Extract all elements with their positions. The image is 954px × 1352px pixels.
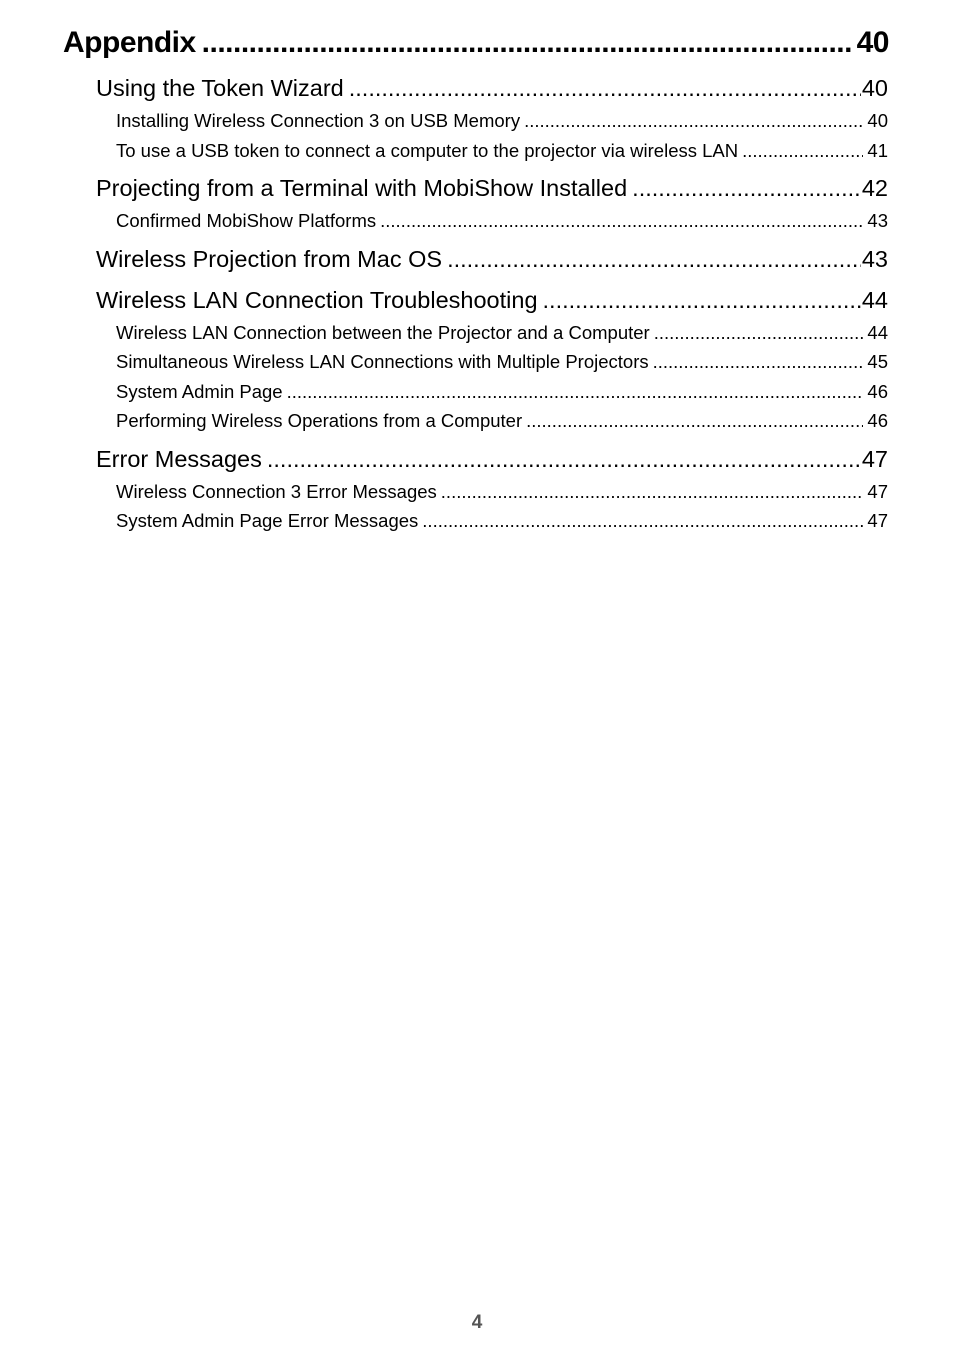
- toc-entry-page: 47: [867, 481, 888, 502]
- toc-subsection-projector-computer[interactable]: [116, 320, 888, 346]
- toc-entry-title: Error Messages: [96, 446, 262, 472]
- toc-entry-title: System Admin Page Error Messages: [116, 510, 419, 531]
- dot-leader: [653, 349, 864, 375]
- toc-entry-page: 46: [867, 381, 888, 402]
- toc-entry-page: 44: [867, 322, 888, 343]
- toc-entry-page: 40: [867, 110, 888, 131]
- dot-leader: [422, 508, 863, 534]
- toc-subsection-wireless-operations[interactable]: [116, 408, 888, 434]
- toc-entry-title: Performing Wireless Operations from a Computer: [116, 410, 523, 431]
- dot-leader: [349, 72, 861, 104]
- toc-subsection-installing-wc3[interactable]: [116, 108, 888, 134]
- dot-leader: [543, 284, 861, 316]
- toc-entry-title: Appendix: [63, 26, 196, 59]
- dot-leader: [441, 479, 864, 505]
- toc-entry-page: 40: [856, 26, 889, 59]
- toc-entry-title: Wireless Connection 3 Error Messages: [116, 481, 437, 502]
- dot-leader: [447, 243, 861, 275]
- toc-section-token-wizard[interactable]: [96, 72, 888, 104]
- toc-subsection-usb-token[interactable]: [116, 138, 888, 164]
- dot-leader: [524, 108, 863, 134]
- toc-entry-page: 43: [861, 246, 888, 272]
- toc-chapter-appendix[interactable]: [63, 23, 889, 63]
- toc-entry-page: 47: [861, 446, 888, 472]
- toc-entry-title: Wireless LAN Connection between the Projector and a Computer: [116, 322, 650, 343]
- dot-leader: [654, 320, 864, 346]
- toc-entry-title: Wireless LAN Connection Troubleshooting: [96, 287, 538, 313]
- toc-entry-page: 40: [861, 75, 888, 101]
- toc-entry-title: Installing Wireless Connection 3 on USB Memory: [116, 110, 521, 131]
- toc-subsection-system-admin-page[interactable]: [116, 379, 888, 405]
- toc-subsection-mobishow-platforms[interactable]: [116, 208, 888, 234]
- toc-entry-page: 42: [861, 175, 888, 201]
- toc-entry-title: To use a USB token to connect a computer to the projector via wireless LAN: [116, 140, 739, 161]
- toc-subsection-multiple-projectors[interactable]: [116, 349, 888, 375]
- toc-section-troubleshooting[interactable]: [96, 284, 888, 316]
- dot-leader: [267, 443, 861, 475]
- dot-leader: [380, 208, 863, 234]
- toc-entry-title: Projecting from a Terminal with MobiShow Installed: [96, 175, 628, 201]
- toc-section-mobishow[interactable]: [96, 172, 888, 204]
- toc-entry-page: 46: [867, 410, 888, 431]
- dot-leader: [287, 379, 864, 405]
- toc-entry-page: 41: [867, 140, 888, 161]
- toc-entry-title: Simultaneous Wireless LAN Connections with Multiple Projectors: [116, 351, 649, 372]
- toc-entry-title: System Admin Page: [116, 381, 283, 402]
- toc-section-mac-os[interactable]: [96, 243, 888, 275]
- page-number: 4: [471, 1312, 483, 1333]
- dot-leader: [202, 23, 853, 63]
- toc-subsection-wc3-errors[interactable]: [116, 479, 888, 505]
- dot-leader: [742, 138, 863, 164]
- toc-entry-page: 44: [861, 287, 888, 313]
- toc-entry-page: 47: [867, 510, 888, 531]
- dot-leader: [632, 172, 861, 204]
- dot-leader: [526, 408, 863, 434]
- toc-entry-page: 45: [867, 351, 888, 372]
- toc-entry-page: 43: [867, 210, 888, 231]
- toc-entry-title: Confirmed MobiShow Platforms: [116, 210, 377, 231]
- toc-entry-title: Wireless Projection from Mac OS: [96, 246, 443, 272]
- toc-subsection-admin-page-errors[interactable]: [116, 508, 888, 534]
- toc-entry-title: Using the Token Wizard: [96, 75, 344, 101]
- toc-section-error-messages[interactable]: [96, 443, 888, 475]
